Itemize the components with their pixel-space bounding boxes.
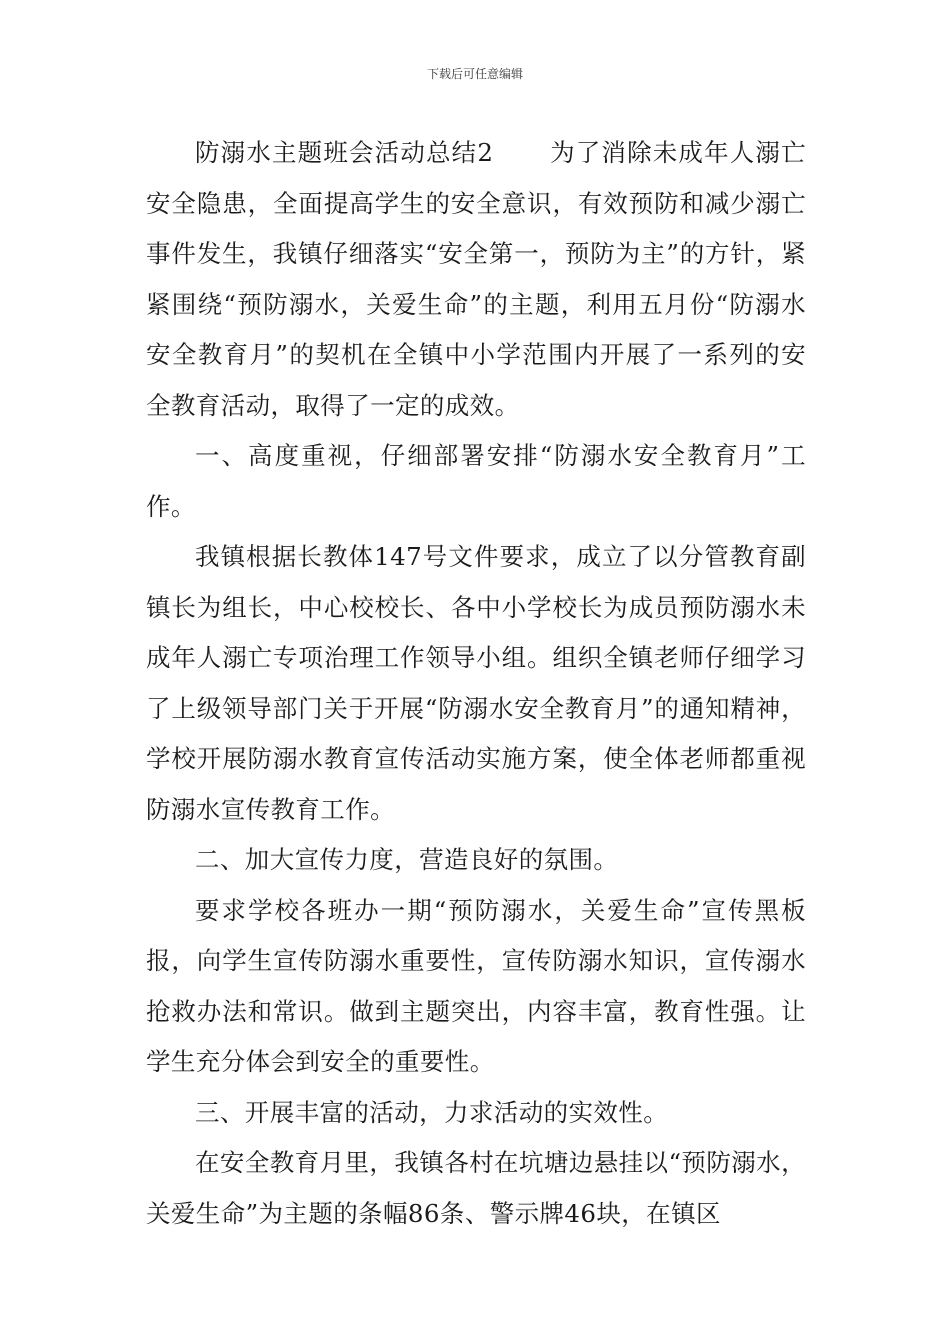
section-heading-1: 一、高度重视，仔细部署安排“防溺水安全教育月”工作。	[146, 441, 806, 521]
page-header-note: 下载后可任意编辑	[426, 67, 523, 81]
document-title: 防溺水主题班会活动总结2	[195, 138, 494, 167]
section-heading-3: 三、开展丰富的活动，力求活动的实效性。	[195, 1097, 669, 1127]
intro-text: 为了消除未成年人溺亡安全隐患，全面提高学生的安全意识，有效预防和减少溺亡事件发生，我镇仔细落实“安全第一，预防为主”的方针，紧紧围绕“预防溺水，关爱生命”的主题，利用五月份“防溺水安全教育月”的契机在全镇中小学范围内开展了一系列的安全教育活动，取得了一定的成效。	[146, 138, 806, 420]
intro-paragraph	[146, 128, 806, 431]
document-body	[146, 128, 806, 1239]
body-paragraph-2: 要求学校各班办一期“预防溺水，关爱生命”宣传黑板报，向学生宣传防溺水重要性，宣传防溺水知识，宣传溺水抢救办法和常识。做到主题突出，内容丰富，教育性强。让学生充分体会到安全的重要性。	[146, 895, 806, 1076]
body-paragraph-3: 在安全教育月里，我镇各村在坑塘边悬挂以“预防溺水，关爱生命”为主题的条幅86条、警示牌46块，在镇区	[146, 1148, 806, 1228]
section-heading-2: 二、加大宣传力度，营造良好的氛围。	[195, 845, 619, 874]
body-paragraph-1: 我镇根据长教体147号文件要求，成立了以分管教育副镇长为组长，中心校校长、各中小学校长为成员预防溺水未成年人溺亡专项治理工作领导小组。组织全镇老师仔细学习了上级领导部门关于开展“防溺水安全教育月”的通知精神，学校开展防溺水教育宣传活动实施方案，使全体老师都重视防溺水宣传教育工作。	[146, 542, 806, 824]
